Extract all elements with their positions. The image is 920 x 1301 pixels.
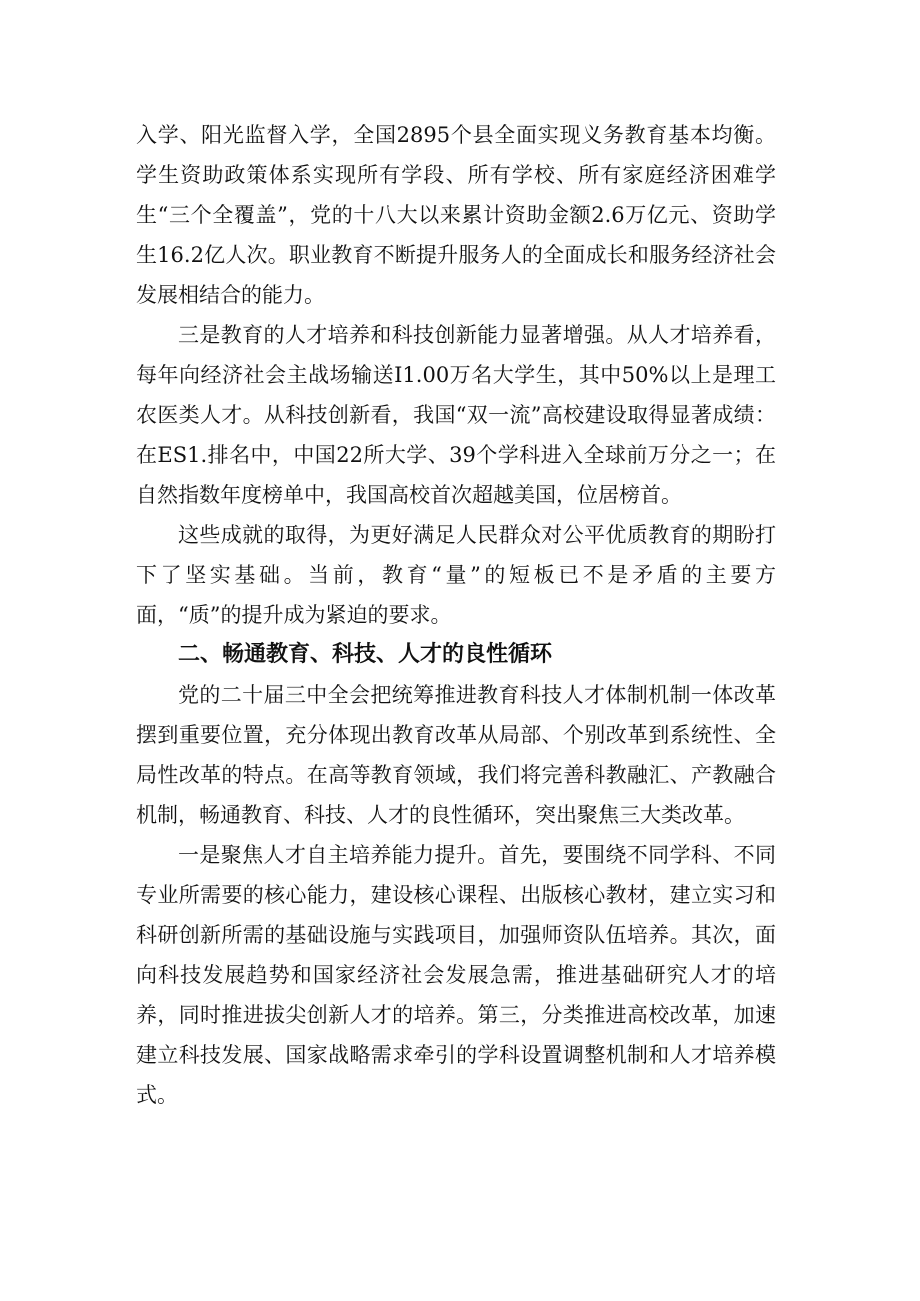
section-heading: 二、畅通教育、科技、人才的良性循环 xyxy=(178,642,553,667)
document-body xyxy=(136,115,776,1115)
paragraph-continued: 入学、阳光监督入学，全国2895个县全面实现义务教育基本均衡。学生资助政策体系实现所有学段、所有学校、所有家庭经济困难学生“三个全覆盖”，党的十八大以来累计资助金额2.6万亿元、资助学生16.2亿人次。职业教育不断提升服务人的全面成长和服务经济社会发展相结合的能力。 xyxy=(136,123,776,307)
paragraph-achievements: 这些成就的取得，为更好满足人民群众对公平优质教育的期盼打下了坚实基础。当前，教育“量”的短板已不是矛盾的主要方面，“质”的提升成为紧迫的要求。 xyxy=(136,523,776,627)
paragraph-reform: 党的二十届三中全会把统筹推进教育科技人才体制机制一体改革摆到重要位置，充分体现出教育改革从局部、个别改革到系统性、全局性改革的特点。在高等教育领域，我们将完善科教融汇、产教融合机制，畅通教育、科技、人才的良性循环，突出聚焦三大类改革。 xyxy=(136,683,776,827)
paragraph-talent-cultivation: 一是聚焦人才自主培养能力提升。首先，要围绕不同学科、不同专业所需要的核心能力，建设核心课程、出版核心教材，建立实习和科研创新所需的基础设施与实践项目，加强师资队伍培养。其次，面向科技发展趋势和国家经济社会发展急需，推进基础研究人才的培养，同时推进拔尖创新人才的培养。第三，分类推进高校改革，加速建立科技发展、国家战略需求牵引的学科设置调整机制和人才培养模式。 xyxy=(136,843,776,1107)
paragraph-talent-innovation: 三是教育的人才培养和科技创新能力显著增强。从人才培养看，每年向经济社会主战场输送I1.00万名大学生，其中50%以上是理工农医类人才。从科技创新看，我国“双一流”高校建设取得显著成绩：在ES1.排名中，中国22所大学、39个学科进入全球前万分之一；在自然指数年度榜单中，我国高校首次超越美国，位居榜首。 xyxy=(136,323,776,507)
